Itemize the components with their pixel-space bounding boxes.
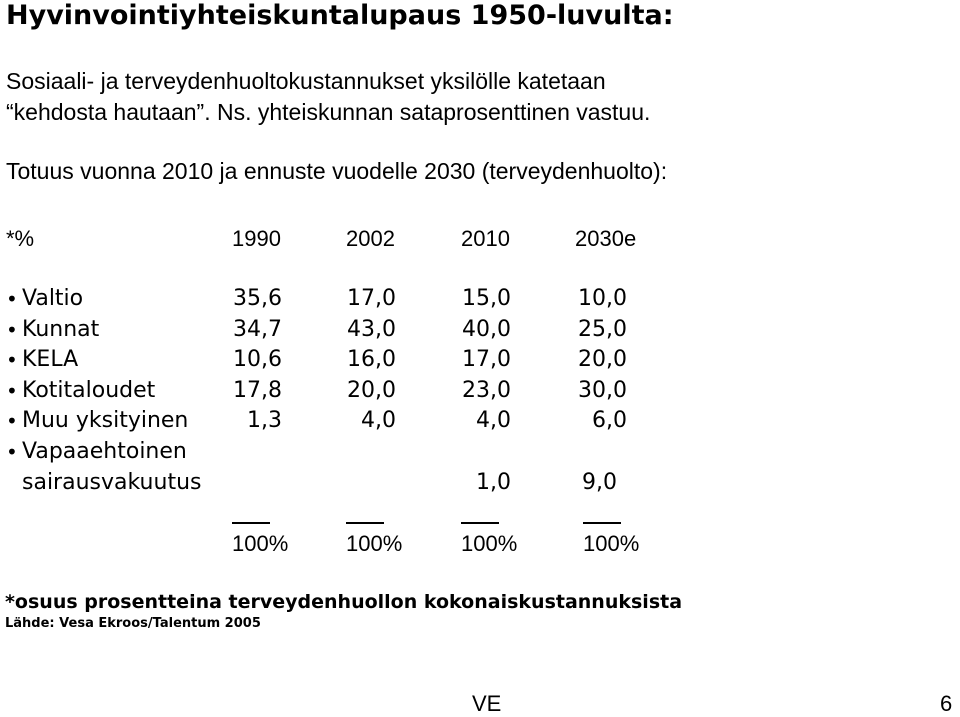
row-label: Kunnat bbox=[22, 317, 100, 342]
total-cell: 100% bbox=[583, 531, 640, 556]
table-cell: 4,0 bbox=[361, 408, 396, 433]
bullet-icon: • bbox=[6, 409, 18, 433]
bullet-icon: • bbox=[6, 379, 18, 403]
intro-line-1: Sosiaali- ja terveydenhuoltokustannukset yksilölle katetaan bbox=[6, 68, 606, 94]
page-number: 6 bbox=[940, 691, 953, 716]
bullet-icon: • bbox=[6, 318, 18, 342]
bullet-icon: • bbox=[6, 440, 18, 464]
sum-rule bbox=[346, 522, 384, 524]
year-header: 2002 bbox=[346, 226, 395, 251]
year-header: 2010 bbox=[461, 226, 510, 251]
source-note: Lähde: Vesa Ekroos/Talentum 2005 bbox=[5, 616, 261, 631]
table-cell: 10,0 bbox=[578, 286, 627, 311]
slide-title: Hyvinvointiyhteiskuntalupaus 1950-luvulta: bbox=[6, 0, 674, 31]
table-cell: 34,7 bbox=[233, 317, 282, 342]
table-cell: 17,0 bbox=[462, 347, 511, 372]
table-cell: 40,0 bbox=[462, 317, 511, 342]
table-cell: 16,0 bbox=[347, 347, 396, 372]
intro-line-2: “kehdosta hautaan”. Ns. yhteiskunnan sataprosenttinen vastuu. bbox=[6, 99, 651, 125]
row-label: Kotitaloudet bbox=[22, 378, 156, 403]
sum-rule bbox=[232, 522, 270, 524]
table-cell: 20,0 bbox=[578, 347, 627, 372]
table-cell: 1,3 bbox=[247, 408, 282, 433]
total-cell: 100% bbox=[232, 531, 289, 556]
row-label: Vapaaehtoinen bbox=[22, 439, 187, 464]
table-lead: Totuus vuonna 2010 ja ennuste vuodelle 2030 (terveydenhuolto): bbox=[6, 158, 668, 184]
sum-rule bbox=[461, 522, 499, 524]
bullet-icon: • bbox=[6, 287, 18, 311]
table-cell: 43,0 bbox=[347, 317, 396, 342]
row-label: KELA bbox=[22, 347, 79, 372]
table-cell: 30,0 bbox=[578, 378, 627, 403]
year-header: 2030e bbox=[575, 226, 637, 251]
table-cell: 6,0 bbox=[592, 408, 627, 433]
bullet-icon: • bbox=[6, 348, 18, 372]
table-cell: 20,0 bbox=[347, 378, 396, 403]
table-cell: 25,0 bbox=[578, 317, 627, 342]
row-label-continuation: sairausvakuutus bbox=[22, 470, 202, 495]
table-cell: 23,0 bbox=[462, 378, 511, 403]
table-cell: 35,6 bbox=[233, 286, 282, 311]
total-cell: 100% bbox=[346, 531, 403, 556]
author-initials: VE bbox=[472, 691, 502, 716]
total-cell: 100% bbox=[461, 531, 518, 556]
table-cell: 17,8 bbox=[233, 378, 282, 403]
unit-label: *% bbox=[6, 226, 35, 251]
year-header: 1990 bbox=[232, 226, 281, 251]
table-cell: 9,0 bbox=[582, 470, 617, 495]
table-cell: 4,0 bbox=[476, 408, 511, 433]
table-cell: 17,0 bbox=[347, 286, 396, 311]
table-cell: 10,6 bbox=[233, 347, 282, 372]
table-cell: 15,0 bbox=[462, 286, 511, 311]
sum-rule bbox=[583, 522, 621, 524]
row-label: Valtio bbox=[22, 286, 84, 311]
footnote: *osuus prosentteina terveydenhuollon kokonaiskustannuksista bbox=[5, 591, 683, 613]
row-label: Muu yksityinen bbox=[22, 408, 189, 433]
table-cell: 1,0 bbox=[476, 470, 511, 495]
